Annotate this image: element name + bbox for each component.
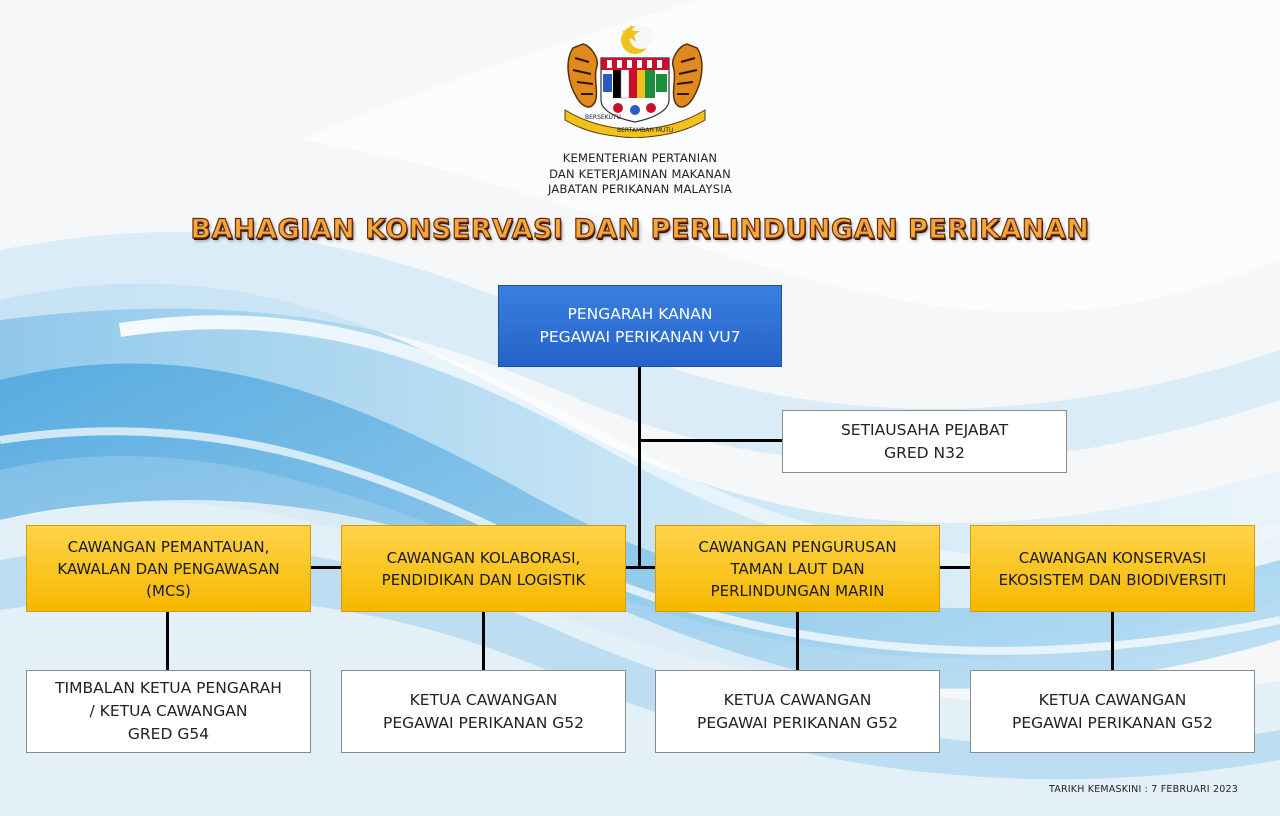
connector-branch-3-head bbox=[796, 612, 799, 670]
director-title: PENGARAH KANAN bbox=[567, 305, 713, 323]
branch-label-line: CAWANGAN KONSERVASI bbox=[1018, 548, 1207, 567]
connector-branch-1-head bbox=[166, 612, 169, 670]
branch-label-line: CAWANGAN PENGURUSAN bbox=[698, 537, 897, 556]
secretary-box bbox=[782, 410, 1067, 473]
malaysia-coat-of-arms-logo bbox=[555, 18, 715, 138]
head-label-line: TIMBALAN KETUA PENGARAH bbox=[55, 679, 282, 697]
head-label-line: / KETUA CAWANGAN bbox=[89, 702, 248, 720]
head-label-line: PEGAWAI PERIKANAN G52 bbox=[1012, 713, 1213, 732]
page-title: BAHAGIAN KONSERVASI DAN PERLINDUNGAN PERIKANAN bbox=[190, 214, 1090, 245]
connector-vertical-main bbox=[638, 366, 641, 568]
crest-motto-left: BERSEKUTU bbox=[585, 114, 621, 121]
head-label-line: KETUA CAWANGAN bbox=[723, 690, 872, 709]
ministry-line: KEMENTERIAN PERTANIAN bbox=[562, 151, 718, 165]
branch-label-line: KAWALAN DAN PENGAWASAN bbox=[57, 559, 280, 578]
ministry-name bbox=[440, 151, 840, 198]
branch-label-line: CAWANGAN PEMANTAUAN, bbox=[67, 537, 270, 556]
head-box-kolaborasi bbox=[341, 670, 626, 753]
head-label-line: KETUA CAWANGAN bbox=[1038, 690, 1187, 709]
last-updated-date: TARIKH KEMASKINI : 7 FEBRUARI 2023 bbox=[1049, 784, 1238, 795]
head-label-line: KETUA CAWANGAN bbox=[409, 690, 558, 709]
head-box-taman-laut bbox=[655, 670, 940, 753]
director-box bbox=[498, 285, 782, 367]
branch-box-mcs bbox=[26, 525, 311, 612]
branch-box-kolaborasi bbox=[341, 525, 626, 612]
branch-label-line: PENDIDIKAN DAN LOGISTIK bbox=[381, 570, 586, 589]
branch-box-taman-laut bbox=[655, 525, 940, 612]
head-box-mcs bbox=[26, 670, 311, 753]
secretary-grade: GRED N32 bbox=[884, 443, 965, 462]
branch-box-konservasi bbox=[970, 525, 1255, 612]
ministry-line: DAN KETERJAMINAN MAKANAN bbox=[549, 166, 731, 181]
head-label-line: PEGAWAI PERIKANAN G52 bbox=[383, 713, 584, 732]
ministry-line: JABATAN PERIKANAN MALAYSIA bbox=[548, 182, 732, 196]
crest-motto-bottom: BERTAMBAH MUTU bbox=[617, 127, 674, 134]
head-label-line: PEGAWAI PERIKANAN G52 bbox=[697, 713, 898, 732]
secretary-title: SETIAUSAHA PEJABAT bbox=[840, 420, 1009, 439]
head-label-line: GRED G54 bbox=[127, 725, 210, 743]
branch-label-line: TAMAN LAUT DAN bbox=[730, 559, 865, 578]
branch-label-line: (MCS) bbox=[146, 581, 191, 600]
connector-secretary bbox=[638, 439, 783, 442]
branch-label-line: CAWANGAN KOLABORASI, bbox=[386, 548, 581, 567]
head-box-konservasi bbox=[970, 670, 1255, 753]
director-grade: PEGAWAI PERIKANAN VU7 bbox=[539, 328, 741, 346]
branch-label-line: PERLINDUNGAN MARIN bbox=[710, 581, 885, 600]
connector-branch-4-head bbox=[1111, 612, 1114, 670]
branch-label-line: EKOSISTEM DAN BIODIVERSITI bbox=[998, 570, 1227, 589]
connector-branch-2-head bbox=[482, 612, 485, 670]
